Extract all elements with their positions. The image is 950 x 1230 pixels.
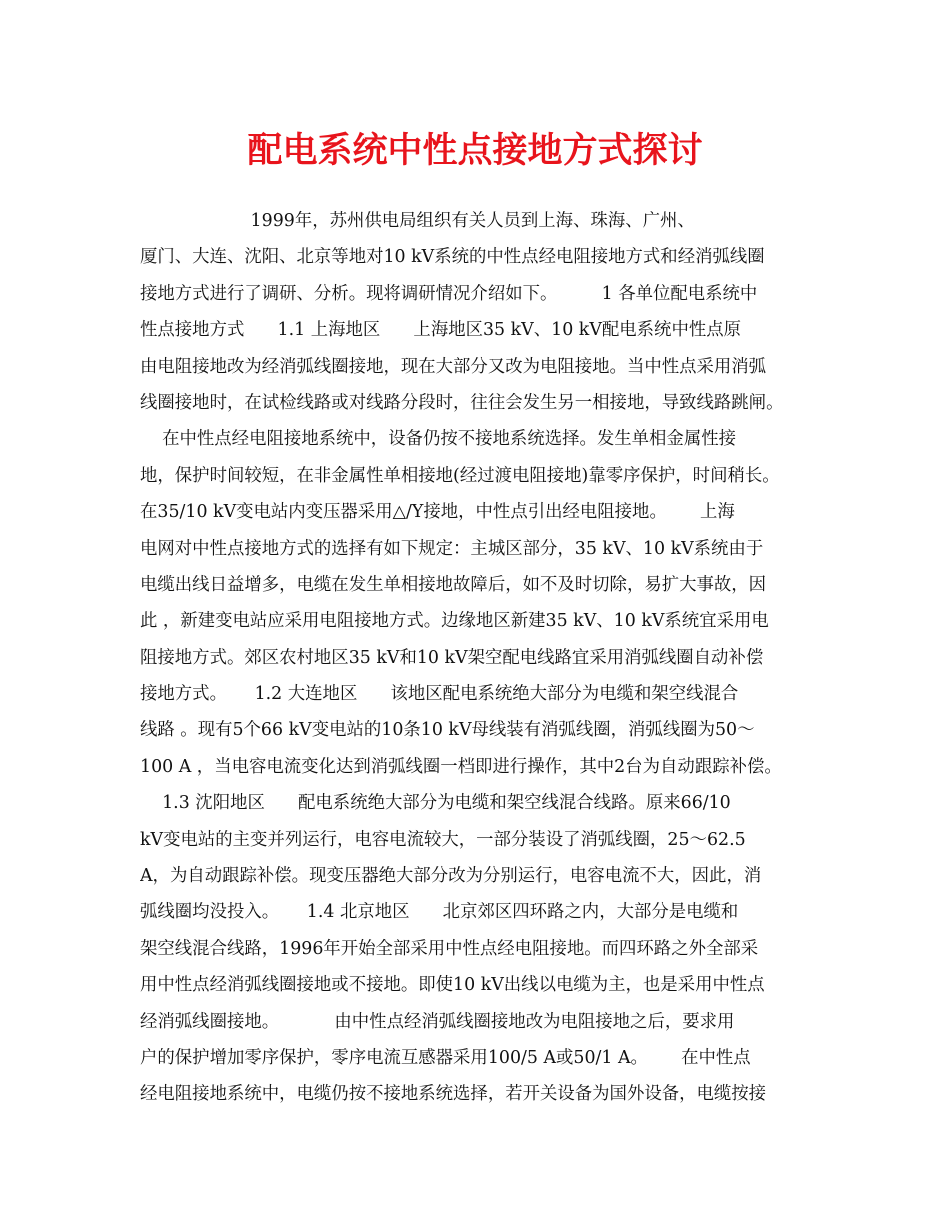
body-line: 1999年，苏州供电局组织有关人员到上海、珠海、广州、 — [140, 211, 695, 231]
body-line: 地，保护时间较短，在非金属性单相接地(经过渡电阻接地)靠零序保护，时间稍长。 — [140, 465, 780, 486]
body-line: 架空线混合线路，1996年开始全部采用中性点经电阻接地。而四环路之外全部采 — [140, 938, 759, 959]
body-line: 此 ，新建变电站应采用电阻接地方式。边缘地区新建35 kV、10 kV系统宜采用电 — [140, 611, 769, 632]
body-line: 1.3 沈阳地区 配电系统绝大部分为电缆和架空线混合线路。原来66/10 — [140, 793, 731, 814]
body-line: kV变电站的主变并列运行，电容电流较大，一部分装设了消弧线圈，25～62.5 — [140, 829, 746, 850]
document-body — [140, 203, 820, 1113]
body-line: 电网对中性点接地方式的选择有如下规定：主城区部分，35 kV、10 kV系统由于 — [140, 538, 764, 559]
body-line: 阻接地方式。郊区农村地区35 kV和10 kV架空配电线路宜采用消弧线圈自动补偿 — [140, 647, 764, 668]
body-line: 户的保护增加零序保护，零序电流互感器采用100/5 A或50/1 A。 在中性点 — [140, 1047, 751, 1068]
body-line: 在35/10 kV变电站内变压器采用△/Y接地，中性点引出经电阻接地。 上海 — [140, 502, 735, 523]
body-line: 接地方式进行了调研、分析。现将调研情况介绍如下。 1 各单位配电系统中 — [140, 283, 758, 304]
body-line: 弧线圈均没投入。 1.4 北京地区 北京郊区四环路之内，大部分是电缆和 — [140, 902, 739, 923]
body-line: 在中性点经电阻接地系统中，设备仍按不接地系统选择。发生单相金属性接 — [140, 429, 737, 450]
body-line: 电缆出线日益增多，电缆在发生单相接地故障后，如不及时切除，易扩大事故，因 — [140, 574, 767, 595]
body-line: 厦门、大连、沈阳、北京等地对10 kV系统的中性点经电阻接地方式和经消弧线圈 — [140, 247, 765, 268]
document-title: 配电系统中性点接地方式探讨 — [247, 130, 703, 171]
body-line: 经电阻接地系统中，电缆仍按不接地系统选择，若开关设备为国外设备，电缆按接 — [140, 1084, 767, 1105]
body-line: 由电阻接地改为经消弧线圈接地，现在大部分又改为电阻接地。当中性点采用消弧 — [140, 356, 767, 377]
body-line: 接地方式。 1.2 大连地区 该地区配电系统绝大部分为电缆和架空线混合 — [140, 684, 739, 705]
body-line: 100 A ，当电容电流变化达到消弧线圈一档即进行操作，其中2台为自动跟踪补偿。 — [140, 756, 782, 777]
body-line: 线圈接地时，在试检线路或对线路分段时，往往会发生另一相接地，导致线路跳闸。 — [140, 392, 784, 413]
body-line: 线路 。现有5个66 kV变电站的10条10 kV母线装有消弧线圈，消弧线圈为50～ — [140, 720, 755, 741]
body-line: 性点接地方式 1.1 上海地区 上海地区35 kV、10 kV配电系统中性点原 — [140, 320, 742, 341]
body-line: A，为自动跟踪补偿。现变压器绝大部分改为分别运行，电容电流不大，因此，消 — [140, 866, 762, 887]
body-line: 用中性点经消弧线圈接地或不接地。即使10 kV出线以电缆为主，也是采用中性点 — [140, 975, 765, 996]
body-line: 经消弧线圈接地。 由中性点经消弧线圈接地改为电阻接地之后，要求用 — [140, 1011, 735, 1032]
